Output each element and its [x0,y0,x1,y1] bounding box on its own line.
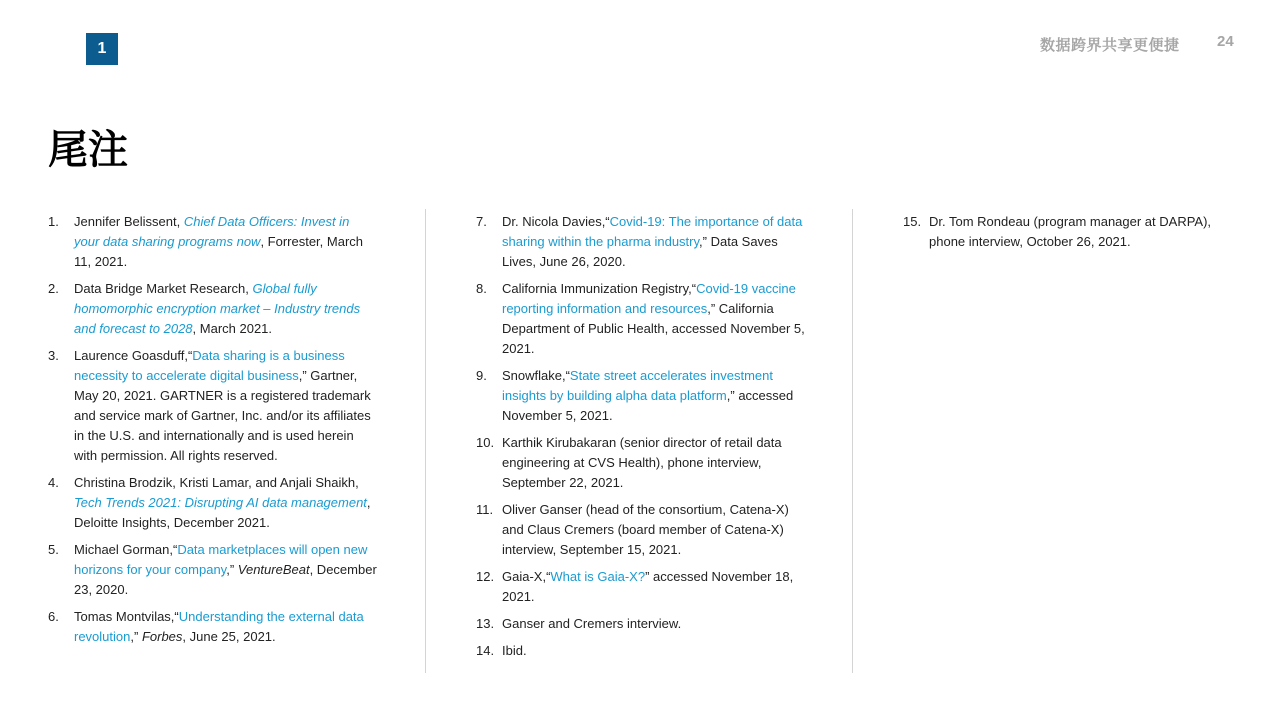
endnote-number: 7. [476,214,487,229]
endnote-text-part: Ganser and Cremers interview. [502,616,682,631]
endnote-link[interactable]: What is Gaia-X? [550,569,646,584]
endnote-item [48,346,378,466]
endnote-text-part: , March 2021. [192,321,273,336]
endnote-text-part: Gaia-X,“ [502,569,551,584]
endnote-item [476,366,806,426]
endnote-text [74,214,363,269]
endnote-number: 4. [48,475,59,490]
endnote-text [502,435,782,490]
endnote-text-part: Snowflake,“ [502,368,570,383]
endnote-text [502,569,793,604]
endnotes-column-3 [903,212,1233,259]
endnote-text-part: ,” California Department of Public Health, accessed November 5, 2021. [502,301,805,356]
endnote-text-part: Oliver Ganser (head of the consortium, Catena-X) and Claus Cremers (board member of Catena-X) interview, September 15, 2021. [502,502,789,557]
endnote-text [502,368,793,423]
endnote-number: 12. [476,569,495,584]
endnote-item [476,567,806,607]
endnotes-column-2 [476,212,806,668]
endnote-text-part: Dr. Tom Rondeau (program manager at DARPA), phone interview, October 26, 2021. [929,214,1212,249]
endnote-text [502,616,681,631]
endnote-text-part: ,” [226,562,238,577]
endnote-text [74,542,377,597]
endnote-item [476,614,806,634]
endnote-text [74,609,364,644]
endnote-text-part: Tomas Montvilas,“ [74,609,179,624]
endnote-text-part: Karthik Kirubakaran (senior director of retail data engineering at CVS Health), phone interview, September 22, 2021. [502,435,782,490]
endnote-item [48,473,378,533]
endnote-text [929,214,1211,249]
endnote-item [476,641,806,661]
endnote-item [476,500,806,560]
endnote-number: 1. [48,214,59,229]
endnote-item [48,607,378,647]
endnote-link[interactable]: Data sharing is a business necessity to accelerate digital business [74,348,345,383]
endnote-text-part: California Immunization Registry,“ [502,281,697,296]
header-title: 数据跨界共享更便捷 [1040,37,1180,54]
endnote-item [476,279,806,359]
endnote-item [903,212,1233,252]
endnote-item [48,540,378,600]
endnote-number: 8. [476,281,487,296]
endnote-text-part: Ibid. [502,643,527,658]
endnote-text-part: Laurence Goasduff,“ [74,348,193,363]
endnote-link[interactable]: Understanding the external data revolution [74,609,364,644]
endnote-number: 6. [48,609,59,624]
endnote-text [502,502,789,557]
endnote-link[interactable]: Global fully homomorphic encryption market – Industry trends and forecast to 2028 [74,281,361,336]
endnote-text-part: Dr. Nicola Davies,“ [502,214,610,229]
endnote-text-part: , Deloitte Insights, December 2021. [74,495,371,530]
endnote-item [476,212,806,272]
endnote-text-part: ,” Data Saves Lives, June 26, 2020. [502,234,778,269]
endnote-text-part: , December 23, 2020. [74,562,377,597]
endnote-text-part: Christina Brodzik, Kristi Lamar, and Anjali Shaikh, [74,475,359,490]
endnote-number: 9. [476,368,487,383]
endnote-link[interactable]: State street accelerates investment insights by building alpha data platform [502,368,773,403]
endnote-text-part: Michael Gorman,“ [74,542,178,557]
column-divider [852,209,853,673]
endnote-italic-text: Forbes [141,629,183,644]
endnote-item [48,212,378,272]
endnote-number: 10. [476,435,495,450]
endnotes-column-1 [48,212,378,654]
endnote-number: 15. [903,214,922,229]
endnote-text [74,281,360,336]
endnote-number: 11. [476,502,494,517]
endnote-link[interactable]: Chief Data Officers: Invest in your data sharing programs now [74,214,350,249]
endnote-text-part: ,” Gartner, May 20, 2021. GARTNER is a registered trademark and service mark of Gartner, Inc. and/or its affiliates in the U.S. and internationally and is used herein with permission. All rights reserved. [74,368,371,463]
endnote-link[interactable]: Tech Trends 2021: Disrupting AI data management [74,495,367,510]
endnote-text [74,348,371,463]
endnote-number: 3. [48,348,59,363]
page-number: 24 [1217,33,1234,50]
endnote-text [502,281,805,356]
endnote-number: 5. [48,542,59,557]
endnote-number: 2. [48,281,59,296]
endnote-text [502,214,802,269]
endnote-text [74,475,371,530]
endnote-item [476,433,806,493]
endnote-text-part: , Forrester, March 11, 2021. [74,234,364,269]
endnote-italic-text: VentureBeat [237,562,310,577]
endnote-link[interactable]: Covid-19: The importance of data sharing within the pharma industry [502,214,803,249]
endnote-text-part: , June 25, 2021. [182,629,276,644]
endnote-item [48,279,378,339]
endnote-text [502,643,527,658]
endnote-link[interactable]: Data marketplaces will open new horizons for your company [74,542,368,577]
endnote-text-part: ,” [130,629,142,644]
endnote-text-part: Data Bridge Market Research, [74,281,253,296]
endnote-number: 14. [476,643,495,658]
endnote-link[interactable]: Covid-19 vaccine reporting information and resources [502,281,796,316]
column-divider [425,209,426,673]
endnote-number: 13. [476,616,495,631]
section-title: 尾注 [48,127,128,173]
chapter-badge: 1 [86,33,118,65]
endnote-text-part: Jennifer Belissent, [74,214,184,229]
endnote-text-part: ,” accessed November 5, 2021. [502,388,794,423]
endnote-text-part: ” accessed November 18, 2021. [502,569,794,604]
